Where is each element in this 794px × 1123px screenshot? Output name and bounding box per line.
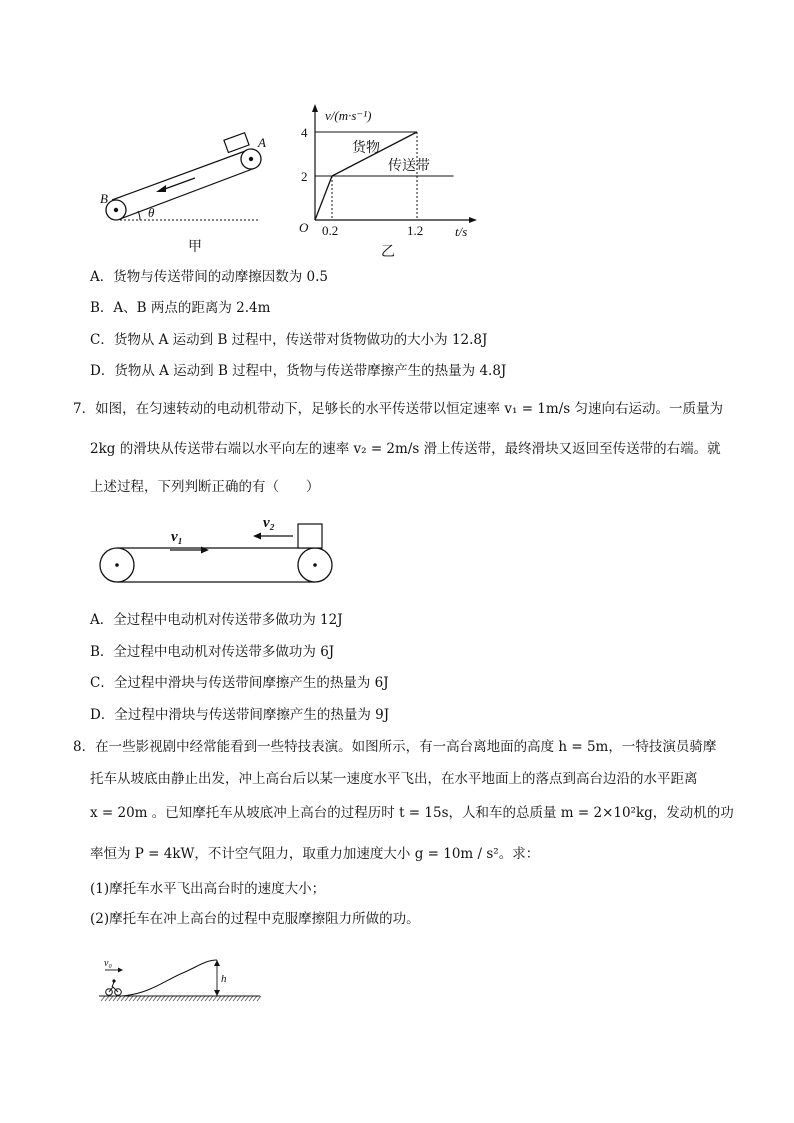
hatch-mark bbox=[205, 996, 209, 1001]
hatch-mark bbox=[233, 996, 237, 1001]
x-tick-label: 0.2 bbox=[322, 223, 339, 238]
hatch-mark bbox=[229, 996, 233, 1001]
belt-bottom-line bbox=[120, 168, 255, 219]
hatch-mark bbox=[113, 996, 117, 1001]
series-label-belt: 传送带 bbox=[388, 159, 430, 174]
q8-stem-line1: 8．在一些影视剧中经常能看到一些特技表演。如图所示，有一高台离地面的高度 h = 5m，一特技演员骑摩 bbox=[73, 739, 717, 755]
hatch-mark bbox=[189, 996, 193, 1001]
vt-chart bbox=[295, 100, 485, 260]
hatch-mark bbox=[209, 996, 213, 1001]
q7-option-a: A．全过程中电动机对传送带多做功为 12J bbox=[90, 612, 343, 628]
hatch-mark bbox=[173, 996, 177, 1001]
figure-horizontal-belt bbox=[95, 505, 340, 595]
q6-option-d: D．货物从 A 运动到 B 过程中，货物与传送带摩擦产生的热量为 4.8J bbox=[90, 363, 507, 379]
hatch-mark bbox=[145, 996, 149, 1001]
hatch-mark bbox=[257, 996, 261, 1001]
hatch-mark bbox=[141, 996, 145, 1001]
label-B: B bbox=[100, 191, 108, 206]
q6-option-a: A．货物与传送带间的动摩擦因数为 0.5 bbox=[90, 269, 329, 285]
belt-top-line bbox=[112, 150, 248, 200]
hatch-mark bbox=[177, 996, 181, 1001]
x-tick-label: 1.2 bbox=[407, 223, 424, 238]
hatch-mark bbox=[217, 996, 221, 1001]
hatch-mark bbox=[105, 996, 109, 1001]
v0-label: v₀ bbox=[104, 958, 112, 969]
hatch-mark bbox=[133, 996, 137, 1001]
label-A: A bbox=[258, 135, 266, 150]
figure-incline bbox=[100, 120, 275, 260]
hatch-mark bbox=[125, 996, 129, 1001]
origin-label: O bbox=[299, 220, 309, 235]
x-axis-label: t/s bbox=[455, 224, 468, 239]
hatch-mark bbox=[225, 996, 229, 1001]
motorcycle-icon bbox=[106, 979, 122, 995]
q8-stem-line4: 率恒为 P = 4kW，不计空气阻力，取重力加速度大小 g = 10m / s²。求： bbox=[90, 846, 540, 862]
figure-motorcycle-ramp bbox=[95, 950, 265, 1008]
y-axis-label: v/(m·s⁻¹) bbox=[325, 108, 372, 123]
hatch-mark bbox=[253, 996, 257, 1001]
hatch-mark bbox=[201, 996, 205, 1001]
caption-jia: 甲 bbox=[188, 240, 202, 255]
y-tick-label: 4 bbox=[301, 125, 308, 140]
hatch-mark bbox=[193, 996, 197, 1001]
hatch-mark bbox=[137, 996, 141, 1001]
v2-label: v₂ bbox=[263, 515, 275, 531]
ground-hatch bbox=[101, 996, 261, 1001]
hatch-mark bbox=[129, 996, 133, 1001]
q8-subquestion-2: (2)摩托车在冲上高台的过程中克服摩擦阻力所做的功。 bbox=[90, 911, 420, 927]
hatch-mark bbox=[149, 996, 153, 1001]
q6-option-b: B．A、B 两点的距离为 2.4m bbox=[90, 300, 271, 316]
q7-stem-line3: 上述过程，下列判断正确的有（ ） bbox=[90, 479, 320, 495]
hatch-mark bbox=[101, 996, 105, 1001]
ramp-curve bbox=[121, 960, 217, 996]
hatch-mark bbox=[165, 996, 169, 1001]
series-label-cargo: 货物 bbox=[352, 141, 380, 156]
q8-subquestion-1: (1)摩托车水平飞出高台时的速度大小； bbox=[90, 881, 326, 897]
slider-block bbox=[298, 524, 322, 548]
hatch-mark bbox=[241, 996, 245, 1001]
hatch-mark bbox=[181, 996, 185, 1001]
q8-stem-line2: 托车从坡底由静止出发，冲上高台后以某一速度水平飞出，在水平地面上的落点到高台边沿的水平距离 bbox=[90, 771, 698, 787]
v1-label: v₁ bbox=[171, 529, 183, 545]
q7-stem-line2: 2kg 的滑块从传送带右端以水平向左的速率 v₂ = 2m/s 滑上传送带，最终滑块又返回至传送带的右端。就 bbox=[90, 441, 721, 457]
hatch-mark bbox=[245, 996, 249, 1001]
hatch-mark bbox=[109, 996, 113, 1001]
hatch-mark bbox=[117, 996, 121, 1001]
q7-option-c: C．全过程中滑块与传送带间摩擦产生的热量为 6J bbox=[90, 675, 389, 691]
hatch-mark bbox=[153, 996, 157, 1001]
hatch-mark bbox=[121, 996, 125, 1001]
hatch-mark bbox=[237, 996, 241, 1001]
hatch-mark bbox=[221, 996, 225, 1001]
q8-stem-line3: x = 20m 。已知摩托车从坡底冲上高台的过程历时 t = 15s，人和车的总质量 m = 2×10²kg，发动机的功 bbox=[90, 805, 734, 821]
h-label: h bbox=[221, 973, 227, 985]
q7-option-b: B．全过程中电动机对传送带多做功为 6J bbox=[90, 644, 335, 660]
label-theta: θ bbox=[148, 205, 155, 220]
q7-option-d: D．全过程中滑块与传送带间摩擦产生的热量为 9J bbox=[90, 707, 390, 723]
hatch-mark bbox=[169, 996, 173, 1001]
hatch-mark bbox=[213, 996, 217, 1001]
hatch-mark bbox=[197, 996, 201, 1001]
caption-yi: 乙 bbox=[381, 245, 395, 260]
cargo-block bbox=[224, 133, 249, 153]
q6-option-c: C．货物从 A 运动到 B 过程中，传送带对货物做功的大小为 12.8J bbox=[90, 332, 488, 348]
hatch-mark bbox=[157, 996, 161, 1001]
hatch-mark bbox=[249, 996, 253, 1001]
q7-stem-line1: 7．如图，在匀速转动的电动机带动下，足够长的水平传送带以恒定速率 v₁ = 1m/s 匀速向右运动。一质量为 bbox=[73, 401, 723, 417]
hatch-mark bbox=[185, 996, 189, 1001]
hatch-mark bbox=[161, 996, 165, 1001]
y-tick-label: 2 bbox=[301, 169, 308, 184]
